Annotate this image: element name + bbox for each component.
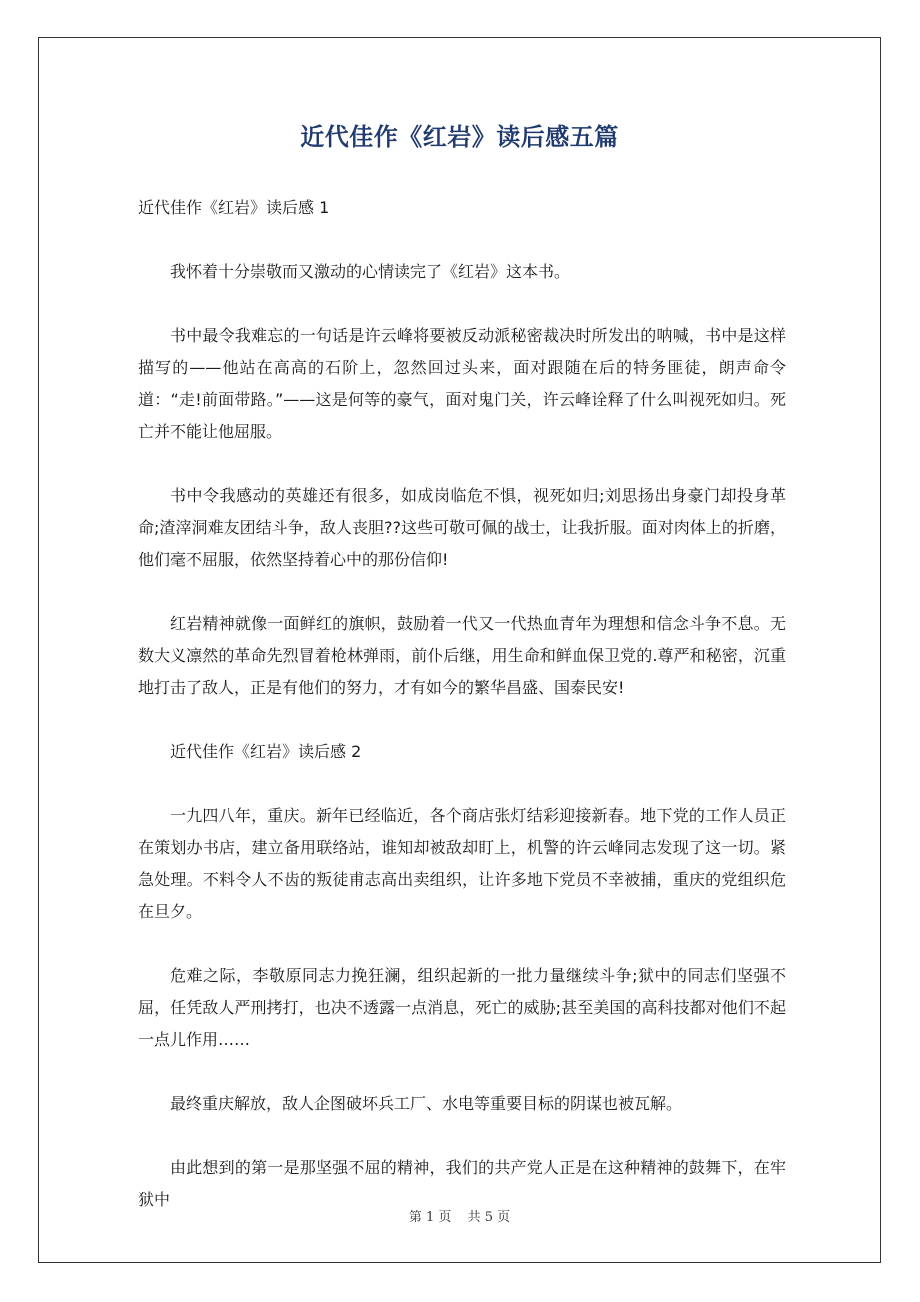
document-title: 近代佳作《红岩》读后感五篇 bbox=[300, 123, 619, 151]
page-total: 共 5 页 bbox=[467, 1210, 511, 1225]
paragraph: 由此想到的第一是那坚强不屈的精神，我们的共产党人正是在这种精神的鼓舞下，在牢狱中 bbox=[138, 1158, 786, 1209]
paragraph: 书中令我感动的英雄还有很多，如成岗临危不惧，视死如归;刘思扬出身豪门却投身革命;渣滓洞难友团结斗争，敌人丧胆??这些可敬可佩的战士，让我折服。面对肉体上的折磨，他们毫不屈服，依然坚持着心中的那份信仰! bbox=[138, 486, 786, 569]
page-number: 第 1 页 bbox=[408, 1210, 452, 1225]
paragraph: 最终重庆解放，敌人企图破坏兵工厂、水电等重要目标的阴谋也被瓦解。 bbox=[170, 1094, 683, 1113]
section-heading-2: 近代佳作《红岩》读后感 2 bbox=[170, 742, 362, 761]
paragraph: 我怀着十分崇敬而又激动的心情读完了《红岩》这本书。 bbox=[170, 262, 571, 281]
page-footer bbox=[38, 1206, 881, 1225]
paragraph: 危难之际，李敬原同志力挽狂澜，组织起新的一批力量继续斗争;狱中的同志们坚强不屈，任凭敌人严刑拷打，也决不透露一点消息，死亡的威胁;甚至美国的高科技都对他们不起一点儿作用…… bbox=[138, 966, 786, 1049]
paragraph: 红岩精神就像一面鲜红的旗帜，鼓励着一代又一代热血青年为理想和信念斗争不息。无数大义凛然的革命先烈冒着枪林弹雨，前仆后继，用生命和鲜血保卫党的.尊严和秘密，沉重地打击了敌人，正是有他们的努力，才有如今的繁华昌盛、国泰民安! bbox=[138, 614, 786, 697]
document-body bbox=[138, 192, 786, 1216]
section-heading-1: 近代佳作《红岩》读后感 1 bbox=[138, 198, 330, 217]
paragraph: 一九四八年，重庆。新年已经临近，各个商店张灯结彩迎接新春。地下党的工作人员正在策划办书店，建立备用联络站，谁知却被敌却盯上，机警的许云峰同志发现了这一切。紧急处理。不料令人不齿的叛徒甫志高出卖组织，让许多地下党员不幸被捕，重庆的党组织危在旦夕。 bbox=[138, 806, 786, 921]
paragraph: 书中最令我难忘的一句话是许云峰将要被反动派秘密裁决时所发出的呐喊，书中是这样描写的——他站在高高的石阶上，忽然回过头来，面对跟随在后的特务匪徒，朗声命令道：“走!前面带路。”——这是何等的豪气，面对鬼门关，许云峰诠释了什么叫视死如归。死亡并不能让他屈服。 bbox=[138, 326, 786, 441]
